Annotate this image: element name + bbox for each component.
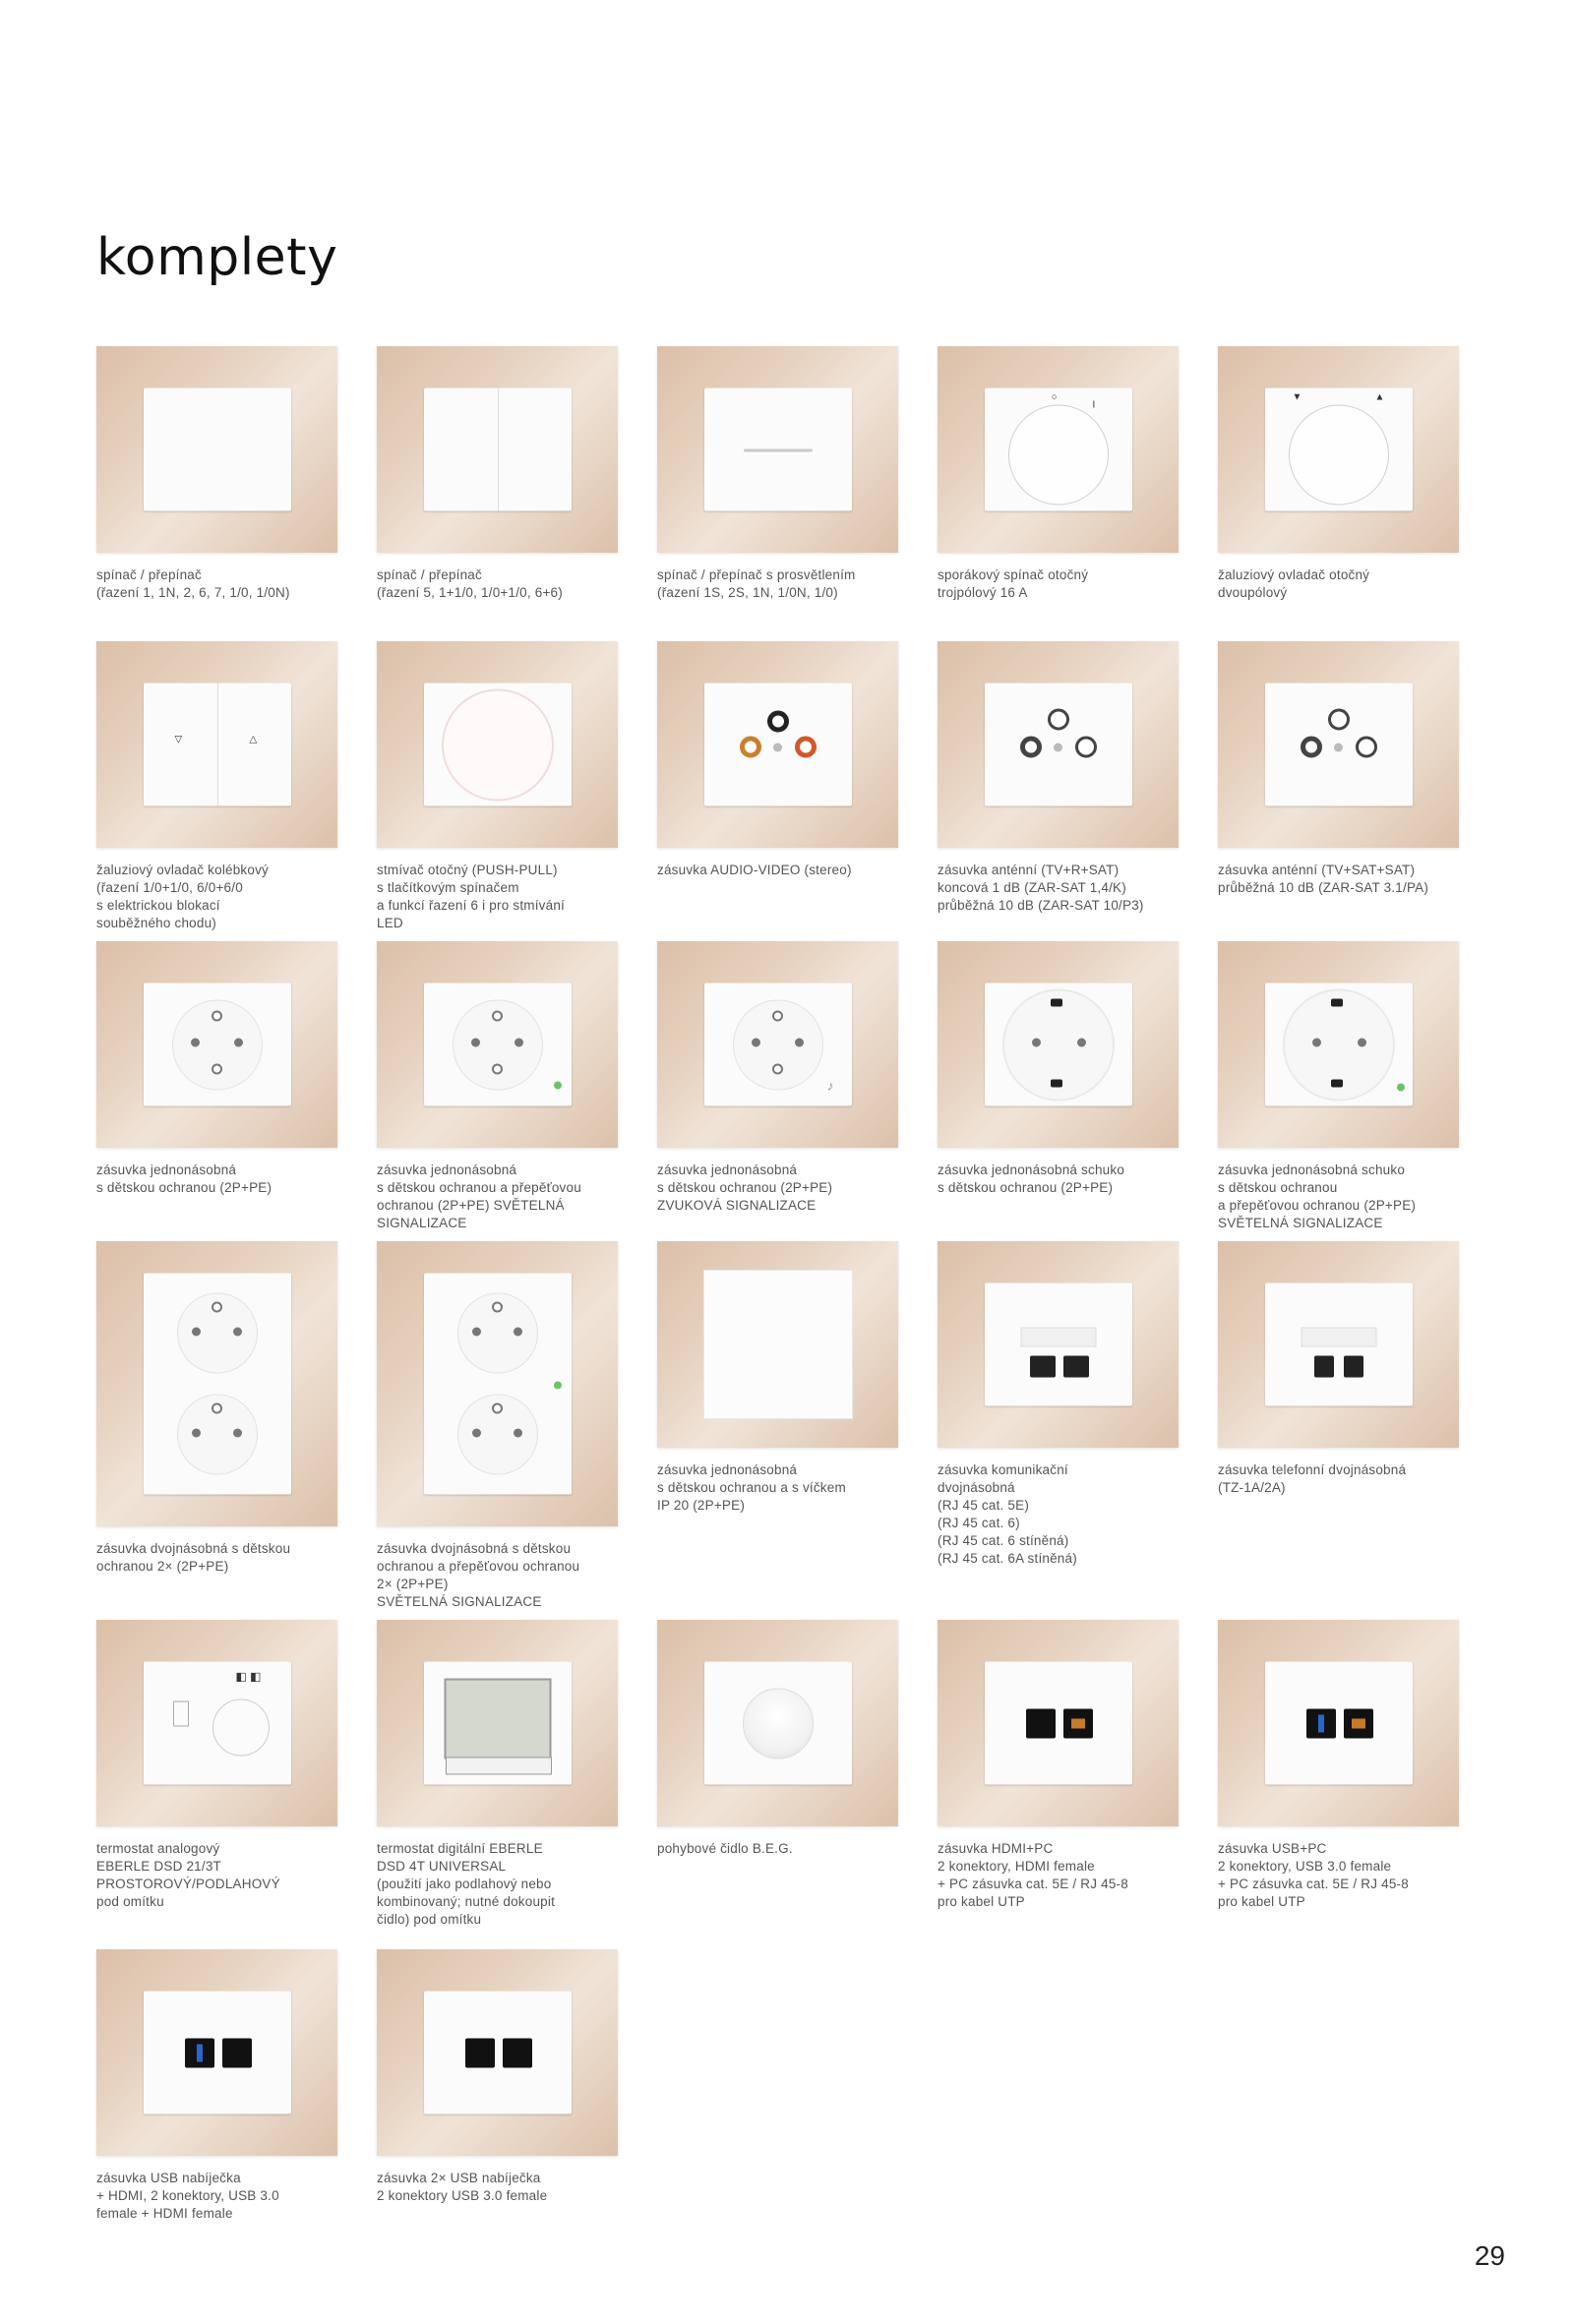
product-item [96, 1620, 337, 1911]
product-caption: spínač / přepínač s prosvětlením (řazení 1S, 2S, 1N, 1/0N, 1/0) [657, 567, 856, 600]
rotary-stove-switch-icon: ○ I [938, 346, 1179, 553]
product-item [377, 1949, 618, 2205]
product-item [1218, 1620, 1459, 1911]
product-caption: zásuvka AUDIO-VIDEO (stereo) [657, 863, 852, 877]
single-socket-icon [96, 941, 337, 1148]
antenna-socket-tv-sat-sat-icon [1218, 641, 1459, 848]
product-caption: zásuvka jednonásobná schuko s dětskou ochranou a přepěťovou ochranou (2P+PE) SVĚTELNÁ SIGNALIZACE [1218, 1162, 1417, 1230]
product-caption: zásuvka 2× USB nabíječka 2 konektory USB 3.0 female [377, 2171, 548, 2203]
single-rocker-switch-icon [96, 346, 337, 553]
product-item [1218, 641, 1459, 897]
product-item [1218, 1241, 1459, 1497]
product-caption: zásuvka jednonásobná s dětskou ochranou a přepěťovou ochranou (2P+PE) SVĚTELNÁ SIGNALIZACE [377, 1162, 581, 1230]
double-rocker-switch-icon [377, 346, 618, 553]
communication-socket-icon [938, 1241, 1179, 1448]
product-caption: zásuvka USB nabíječka + HDMI, 2 konektory, USB 3.0 female + HDMI female [96, 2171, 279, 2221]
product-caption: žaluziový ovladač otočný dvoupólový [1218, 567, 1370, 600]
product-caption: zásuvka anténní (TV+R+SAT) koncová 1 dB (ZAR-SAT 1,4/K) průběžná 10 dB (ZAR-SAT 10/P3) [938, 863, 1144, 913]
product-item [377, 1620, 618, 1929]
product-item [1218, 941, 1459, 1232]
product-caption: zásuvka anténní (TV+SAT+SAT) průběžná 10 dB (ZAR-SAT 3.1/PA) [1218, 863, 1429, 895]
product-item [657, 641, 898, 879]
usb-pc-socket-icon [1218, 1620, 1459, 1826]
motion-sensor-icon [657, 1620, 898, 1826]
single-socket-sound-icon: ♪ [657, 941, 898, 1148]
product-item [657, 346, 898, 602]
digital-thermostat-icon [377, 1620, 618, 1826]
product-caption: stmívač otočný (PUSH-PULL) s tlačítkovým spínačem a funkcí řazení 6 i pro stmívání LED [377, 863, 565, 930]
product-item [1218, 346, 1459, 602]
rotary-blind-control-icon: ▼ ▲ [1218, 346, 1459, 553]
product-item [657, 1241, 898, 1515]
product-caption: sporákový spínač otočný trojpólový 16 A [938, 567, 1089, 600]
product-caption: zásuvka HDMI+PC 2 konektory, HDMI female + PC zásuvka cat. 5E / RJ 45-8 pro kabel UTP [938, 1841, 1128, 1909]
product-item [377, 941, 618, 1232]
product-item [96, 941, 337, 1197]
single-socket-surge-led-icon [377, 941, 618, 1148]
hdmi-pc-socket-icon [938, 1620, 1179, 1826]
product-item [938, 1620, 1179, 1911]
product-caption: termostat digitální EBERLE DSD 4T UNIVERSAL (použití jako podlahový nebo kombinovaný; nutné dokoupit čidlo) pod omítku [377, 1841, 556, 1927]
product-caption: zásuvka USB+PC 2 konektory, USB 3.0 female + PC zásuvka cat. 5E / RJ 45-8 pro kabel UTP [1218, 1841, 1409, 1909]
product-caption: zásuvka jednonásobná s dětskou ochranou a s víčkem IP 20 (2P+PE) [657, 1462, 846, 1513]
product-item [96, 1241, 337, 1576]
product-caption: žaluziový ovladač kolébkový (řazení 1/0+1/0, 6/0+6/0 s elektrickou blokací souběžného chodu) [96, 863, 269, 930]
double-socket-surge-led-icon [377, 1241, 618, 1526]
socket-with-lid-icon [657, 1241, 898, 1448]
audio-video-socket-icon [657, 641, 898, 848]
product-caption: zásuvka jednonásobná s dětskou ochranou (2P+PE) [96, 1162, 272, 1195]
product-item [96, 346, 337, 602]
antenna-socket-tv-r-sat-icon [938, 641, 1179, 848]
product-caption: zásuvka jednonásobná schuko s dětskou ochranou (2P+PE) [938, 1162, 1125, 1195]
analog-thermostat-icon: ◧ ◧ [96, 1620, 337, 1826]
product-item [938, 346, 1179, 602]
page-number: 29 [1474, 2240, 1505, 2271]
product-item [96, 1949, 337, 2223]
usb-charger-hdmi-socket-icon [96, 1949, 337, 2156]
product-caption: zásuvka dvojnásobná s dětskou ochranou 2× (2P+PE) [96, 1541, 291, 1574]
product-caption: zásuvka telefonní dvojnásobná (TZ-1A/2A) [1218, 1462, 1407, 1495]
telephone-socket-icon [1218, 1241, 1459, 1448]
schuko-socket-icon [938, 941, 1179, 1148]
double-usb-charger-socket-icon [377, 1949, 618, 2156]
product-caption: pohybové čidlo B.E.G. [657, 1841, 793, 1856]
product-item [657, 941, 898, 1215]
product-caption: termostat analogový EBERLE DSD 21/3T PROSTOROVÝ/PODLAHOVÝ pod omítku [96, 1841, 280, 1909]
product-caption: zásuvka komunikační dvojnásobná (RJ 45 cat. 5E) (RJ 45 cat. 6) (RJ 45 cat. 6 stíněná) (RJ 45 cat. 6A stíněná) [938, 1462, 1077, 1566]
blind-rocker-control-icon: ▽ △ [96, 641, 337, 848]
schuko-socket-surge-led-icon [1218, 941, 1459, 1148]
product-caption: spínač / přepínač (řazení 5, 1+1/0, 1/0+1/0, 6+6) [377, 567, 563, 600]
illuminated-switch-icon [657, 346, 898, 553]
double-socket-icon [96, 1241, 337, 1526]
rotary-dimmer-icon [377, 641, 618, 848]
product-item [377, 641, 618, 932]
product-item [96, 641, 337, 932]
product-item [938, 641, 1179, 915]
product-item [377, 346, 618, 602]
product-item [938, 941, 1179, 1197]
product-caption: spínač / přepínač (řazení 1, 1N, 2, 6, 7, 1/0, 1/0N) [96, 567, 290, 600]
page-title: komplety [96, 228, 338, 287]
product-item [657, 1620, 898, 1858]
product-item [377, 1241, 618, 1611]
product-item [938, 1241, 1179, 1568]
product-caption: zásuvka jednonásobná s dětskou ochranou (2P+PE) ZVUKOVÁ SIGNALIZACE [657, 1162, 833, 1213]
product-caption: zásuvka dvojnásobná s dětskou ochranou a přepěťovou ochranou 2× (2P+PE) SVĚTELNÁ SIGNALIZACE [377, 1541, 580, 1609]
